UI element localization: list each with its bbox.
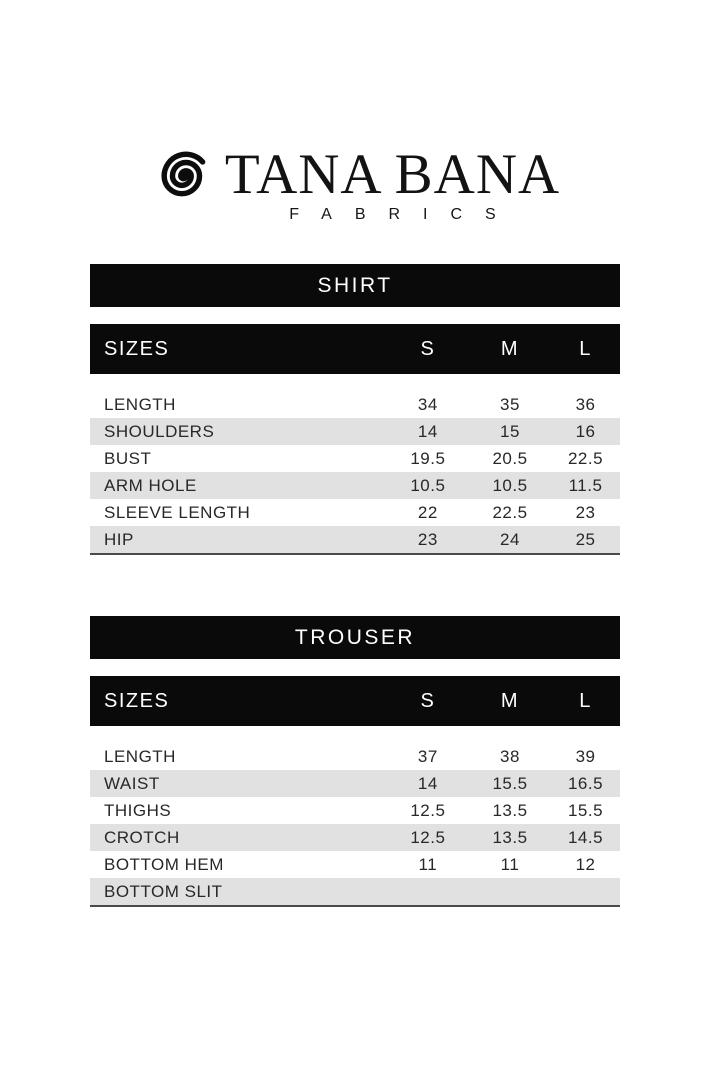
table-row xyxy=(90,851,620,878)
section-title: TROUSER xyxy=(294,625,416,649)
row-label: BOTTOM SLIT xyxy=(104,881,223,901)
row-value: 12.5 xyxy=(410,800,446,820)
table-row xyxy=(90,445,620,472)
size-charts xyxy=(90,264,620,907)
row-value: 39 xyxy=(575,746,596,766)
row-value: 24 xyxy=(500,529,520,549)
measurement-table xyxy=(90,391,620,555)
sizes-header-row xyxy=(90,324,620,374)
size-column-header: M xyxy=(500,337,520,360)
table-row xyxy=(90,418,620,445)
row-label: BOTTOM HEM xyxy=(104,854,224,874)
section-title-band xyxy=(90,616,620,659)
row-value: 14 xyxy=(417,421,438,441)
row-value: 22.5 xyxy=(567,448,604,468)
row-value: 10.5 xyxy=(410,475,446,495)
row-value: 13.5 xyxy=(492,800,528,820)
row-value: 11.5 xyxy=(568,475,603,495)
row-value: 22 xyxy=(417,502,438,522)
sizes-header-label: SIZES xyxy=(104,337,170,360)
size-column-header: M xyxy=(500,689,520,712)
size-section xyxy=(90,616,620,907)
table-row xyxy=(90,770,620,797)
row-value: 16.5 xyxy=(567,773,604,793)
table-row xyxy=(90,391,620,418)
row-label: HIP xyxy=(104,529,134,549)
table-row xyxy=(90,878,620,905)
row-value: 14 xyxy=(417,773,438,793)
row-value: 35 xyxy=(500,394,520,414)
size-column-header: S xyxy=(420,689,436,712)
size-column-header: S xyxy=(420,337,436,360)
brand-tagline: FABRICS xyxy=(289,206,519,223)
row-value: 13.5 xyxy=(492,827,528,847)
size-column-header: L xyxy=(579,689,592,712)
row-value: 20.5 xyxy=(492,448,528,468)
row-value: 15 xyxy=(500,421,520,441)
row-label: ARM HOLE xyxy=(104,475,197,495)
table-row xyxy=(90,499,620,526)
section-title: SHIRT xyxy=(317,273,393,297)
size-column-header: L xyxy=(579,337,592,360)
row-label: WAIST xyxy=(104,773,160,793)
row-label: SLEEVE LENGTH xyxy=(104,502,251,522)
row-value: 11 xyxy=(418,854,438,874)
row-value: 11 xyxy=(500,854,520,874)
sizes-header-row xyxy=(90,676,620,726)
row-label: LENGTH xyxy=(104,746,176,766)
table-row xyxy=(90,797,620,824)
row-value: 37 xyxy=(417,746,438,766)
table-row xyxy=(90,743,620,770)
row-value: 15.5 xyxy=(567,800,604,820)
row-value: 22.5 xyxy=(492,502,528,522)
table-row xyxy=(90,526,620,553)
row-value: 12.5 xyxy=(410,827,446,847)
row-value: 34 xyxy=(417,394,438,414)
spiral-icon xyxy=(160,150,212,202)
row-value: 19.5 xyxy=(410,448,446,468)
row-label: SHOULDERS xyxy=(104,421,215,441)
row-value: 14.5 xyxy=(567,827,604,847)
table-row xyxy=(90,824,620,851)
row-label: BUST xyxy=(104,448,152,468)
measurement-table xyxy=(90,743,620,907)
size-section xyxy=(90,264,620,555)
row-value: 38 xyxy=(500,746,520,766)
row-label: LENGTH xyxy=(104,394,176,414)
row-value: 12 xyxy=(575,854,596,874)
row-value: 10.5 xyxy=(492,475,528,495)
section-title-band xyxy=(90,264,620,307)
row-value: 25 xyxy=(575,529,596,549)
brand-name: TANA BANA xyxy=(224,143,561,206)
row-value: 23 xyxy=(575,502,596,522)
row-value: 36 xyxy=(575,394,596,414)
row-label: THIGHS xyxy=(104,800,172,820)
row-value: 15.5 xyxy=(492,773,528,793)
row-label: CROTCH xyxy=(104,827,180,847)
row-value: 16 xyxy=(575,421,596,441)
sizes-header-label: SIZES xyxy=(104,689,170,712)
brand-logo xyxy=(0,0,720,224)
brand-text-block xyxy=(224,143,561,224)
table-row xyxy=(90,472,620,499)
row-value: 23 xyxy=(417,529,438,549)
